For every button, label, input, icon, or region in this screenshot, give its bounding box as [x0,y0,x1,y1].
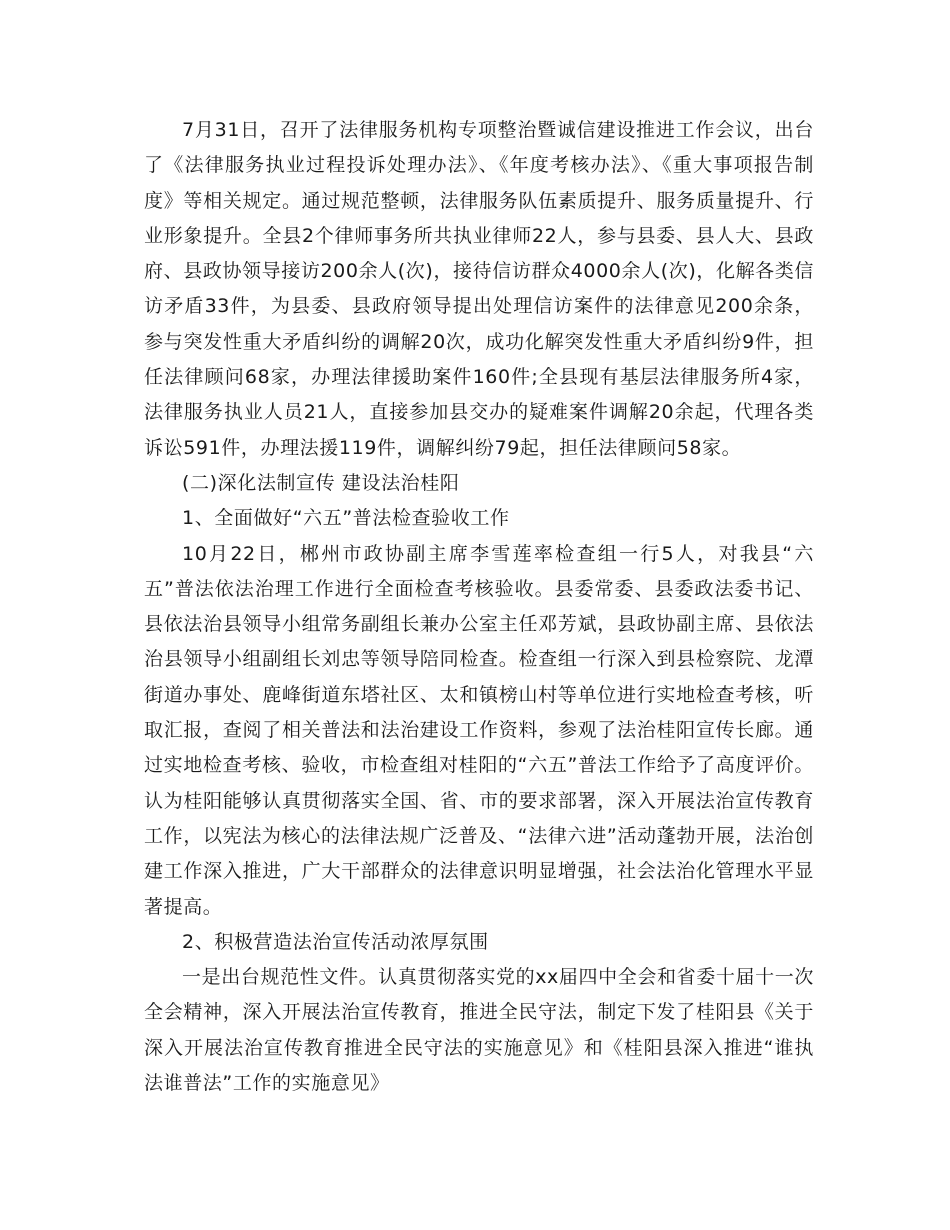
subheading-atmosphere: 2、积极营造法治宣传活动浓厚氛围 [182,930,489,953]
paragraph-legal-services-summary: 7月31日，召开了法律服务机构专项整治暨诚信建设推进工作会议，出台了《法律服务执业过程投诉处理办法》、《年度考核办法》、《重大事项报告制度》等相关规定。通过规范整顿，法律服务队伍素质提升、服务质量提升、行业形象提升。全县2个律师事务所共执业律师22人，参与县委、县人大、县政府、县政协领导接访200余人(次)，接待信访群众4000余人(次)，化解各类信访矛盾33件，为县委、县政府领导提出处理信访案件的法律意见200余条，参与突发性重大矛盾纠纷的调解20次，成功化解突发性重大矛盾纠纷9件，担任法律顾问68家，办理法律援助案件160件;全县现有基层法律服务所4家，法律服务执业人员21人，直接参加县交办的疑难案件调解20余起，代理各类诉讼591件，办理法援119件，调解纠纷79起，担任法律顾问58家。 [144,119,814,459]
section-heading-legal-publicity: (二)深化法制宣传 建设法治桂阳 [182,471,460,494]
subheading-inspection: 1、全面做好“六五”普法检查验收工作 [182,507,510,530]
document-body [144,113,814,1101]
paragraph-normative-documents: 一是出台规范性文件。认真贯彻落实党的xx届四中全会和省委十届十一次全会精神，深入开展法治宣传教育，推进全民守法，制定下发了桂阳县《关于深入开展法治宣传教育推进全民守法的实施意见》和《桂阳县深入推进“谁执法谁普法”工作的实施意见》 [144,966,814,1095]
paragraph-inspection: 10月22日，郴州市政协副主席李雪莲率检查组一行5人，对我县“六五”普法依法治理工作进行全面检查考核验收。县委常委、县委政法委书记、县依法治县领导小组常务副组长兼办公室主任邓芳斌，县政协副主席、县依法治县领导小组副组长刘忠等领导陪同检查。检查组一行深入到县检察院、龙潭街道办事处、鹿峰街道东塔社区、太和镇榜山村等单位进行实地检查考核，听取汇报，查阅了相关普法和法治建设工作资料，参观了法治桂阳宣传长廊。通过实地检查考核、验收，市检查组对桂阳的“六五”普法工作给予了高度评价。认为桂阳能够认真贯彻落实全国、省、市的要求部署，深入开展法治宣传教育工作，以宪法为核心的法律法规广泛普及、“法律六进”活动蓬勃开展，法治创建工作深入推进，广大干部群众的法律意识明显增强，社会法治化管理水平显著提高。 [144,542,814,918]
